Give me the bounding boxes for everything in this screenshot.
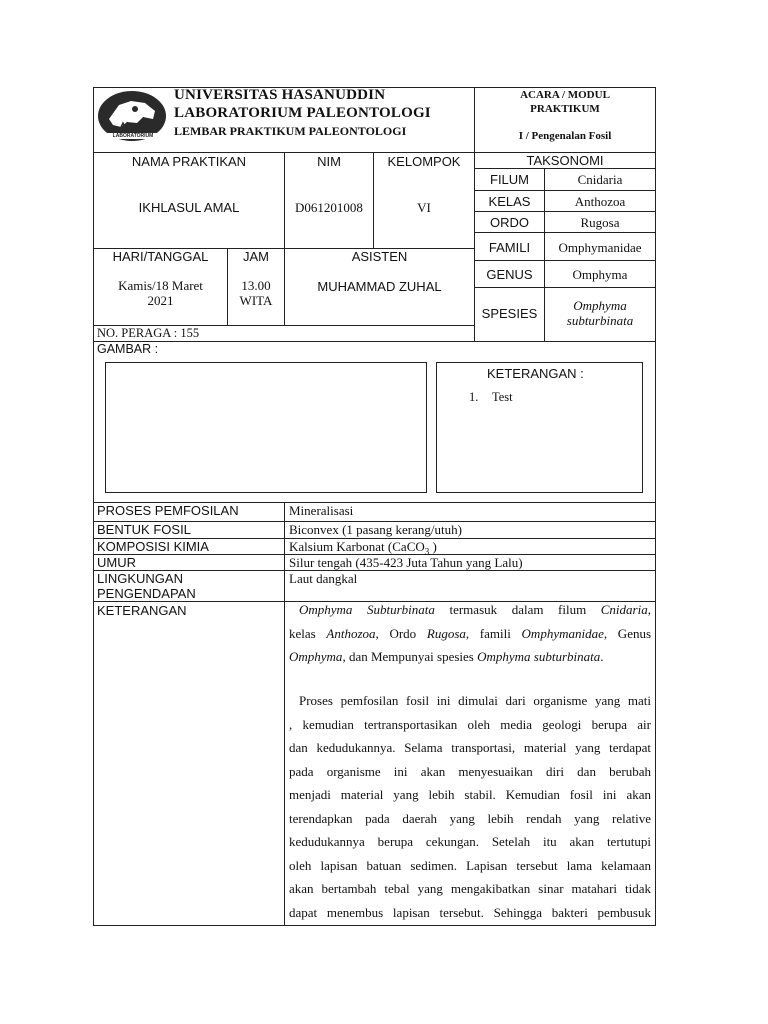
lab-logo [97, 89, 169, 147]
taxonomy-value-ordo: Rugosa [580, 215, 620, 230]
notes-item: Test [492, 390, 513, 404]
time-value-line-2: WITA [239, 293, 273, 308]
assistant-label: ASISTEN [351, 249, 408, 264]
description-p2-line-1: Proses pemfosilan fosil ini dimulai dari organisme yang mati [299, 693, 651, 708]
date-value-line-1: Kamis/18 Maret [118, 278, 203, 293]
composition-text: Kalsium Karbonat (CaCO [289, 539, 425, 554]
taxonomy-value-filum: Cnidaria [577, 172, 623, 187]
module-value: I / Pengenalan Fosil [518, 130, 612, 142]
taxonomy-label-spesies: SPESIES [481, 306, 538, 321]
time-label: JAM [243, 249, 269, 264]
notes-box [436, 362, 643, 493]
taxonomy-label-famili: FAMILI [488, 240, 531, 255]
description-p2-line-7: kedudukannya berupa cekungan. Setelah itu akan tertutupi [289, 834, 651, 849]
description-p2-line-9: akan bertambah tebal yang mengakibatkan sinar matahari tidak [289, 881, 651, 896]
prop-value-shape: Biconvex (1 pasang kerang/utuh) [289, 522, 462, 537]
prop-label-shape: BENTUK FOSIL [97, 522, 191, 537]
figure-label: GAMBAR : [97, 342, 159, 356]
description-p2-line-6: terendapkan pada daerah yang lebih rendah yang relative [289, 811, 651, 826]
prop-value-process: Mineralisasi [289, 503, 354, 518]
module-label-line-2: PRAKTIKUM [530, 103, 600, 115]
prop-label-environment [97, 571, 196, 601]
time-value [228, 278, 284, 308]
group-value: VI [417, 200, 431, 215]
taxonomy-title: TAKSONOMI [526, 153, 604, 168]
laboratory-name: LABORATORIUM PALEONTOLOGI [174, 105, 431, 121]
composition-close: ) [429, 539, 437, 554]
university-name: UNIVERSITAS HASANUDDIN [174, 87, 386, 103]
module-label [475, 88, 655, 116]
image-box [105, 362, 427, 493]
nim-value: D061201008 [295, 200, 363, 215]
description-p2-line-4: pada organisme ini akan menyesuaikan diri dan berubah [289, 764, 651, 779]
prop-label-composition: KOMPOSISI KIMIA [97, 539, 209, 554]
taxonomy-label-kelas: KELAS [488, 194, 531, 209]
name-label: NAMA PRAKTIKAN [131, 154, 247, 169]
description-p2-line-8: oleh lapisan batuan sedimen. Lapisan tersebut lama kelamaan [289, 858, 651, 873]
prop-label-process: PROSES PEMFOSILAN [97, 503, 239, 518]
nim-label: NIM [317, 154, 341, 169]
description-p2-line-3: dan kedudukannya. Selama transportasi, material yang terdapat [289, 740, 651, 755]
date-label: HARI/TANGGAL [112, 249, 209, 264]
species-line-2: subturbinata [566, 313, 634, 328]
taxonomy-value-spesies [545, 298, 655, 328]
taxonomy-value-famili: Omphymanidae [558, 240, 642, 255]
assistant-value: MUHAMMAD ZUHAL [317, 279, 442, 294]
logo-text: LABORATORIUM [112, 133, 154, 139]
description-p2-line-10: dapat menembus lapisan tersebut. Sehingga bakteri pembusuk [289, 905, 651, 920]
date-value-line-2: 2021 [147, 293, 174, 308]
species-line-1: Omphyma [573, 298, 627, 313]
group-label: KELOMPOK [387, 154, 461, 169]
description-p1-line-3: Omphyma, dan Mempunyai spesies Omphyma subturbinata. [289, 649, 604, 664]
name-value: IKHLASUL AMAL [138, 200, 240, 215]
taxonomy-value-genus: Omphyma [572, 267, 628, 282]
specimen-number: NO. PERAGA : 155 [97, 326, 200, 340]
date-value [94, 278, 227, 308]
description-label: KETERANGAN [97, 603, 187, 618]
description-p1-line-1: Omphyma Subturbinata termasuk dalam filum Cnidaria, [299, 602, 651, 617]
taxonomy-value-kelas: Anthozoa [574, 194, 626, 209]
description-p2-line-2: , kemudian tertransportasikan oleh media geologi berupa air [289, 717, 651, 732]
description-p1-line-2: kelas Anthozoa, Ordo Rugosa, famili Omphymanidae, Genus [289, 626, 652, 641]
prop-value-age: Silur tengah (435-423 Juta Tahun yang Lalu) [289, 555, 523, 570]
sheet-title: LEMBAR PRAKTIKUM PALEONTOLOGI [174, 124, 407, 138]
module-label-line-1: ACARA / MODUL [520, 89, 610, 101]
notes-title: KETERANGAN : [487, 366, 584, 381]
time-value-line-1: 13.00 [241, 278, 271, 293]
taxonomy-label-genus: GENUS [486, 267, 533, 282]
prop-label-age: UMUR [97, 555, 136, 570]
environment-label-line-2: PENGENDAPAN [97, 586, 196, 601]
prop-value-environment: Laut dangkal [289, 571, 358, 586]
description-p2-line-5: menjadi material yang lebih stabil. Kemudian fosil ini akan [289, 787, 651, 802]
environment-label-line-1: LINGKUNGAN [97, 571, 183, 586]
taxonomy-label-filum: FILUM [490, 172, 529, 187]
composition-subscript: 3 [424, 546, 430, 557]
taxonomy-label-ordo: ORDO [490, 215, 529, 230]
notes-item-number: 1. [469, 390, 479, 404]
